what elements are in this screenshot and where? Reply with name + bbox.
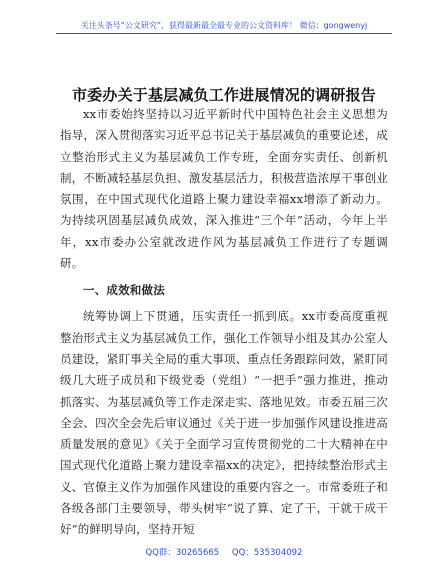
header-notice: 关注头条号“公文研究”，获得最新最全最专业的公文资料库！ 微信：gongwenyj <box>80 21 368 30</box>
section-paragraph: 统筹协调上下贯通，压实责任一抓到底。xx市委高度重视整治形式主义为基层减负工作，强化工作领导小组及其办公室人员建设，紧盯事关全局的重大事项、重点任务跟踪问效，紧盯同级几大班子成员和下级党委（党组）“一把手”强力推进，推动抓落实、为基层减负等工作走深走实、落地见效。市委五届三次全会、四次全会先后审议通过《关于进一步加强作风建设推进高质量发展的意见》《关于全面学习宣传贯彻党的二十大精神在中国式现代化道路上聚力建设幸福xx的决定》，把持续整治形式主义、官僚主义作为加强作风建设的重要内容之一。市常委班子和各级各部门主要领导，带头树牢“说了算、定了干，干就干成干好”的鲜明导向，坚持开短 <box>60 309 388 537</box>
document-body <box>60 104 388 541</box>
document-title: 市委办关于基层减负工作进展情况的调研报告 <box>71 86 376 105</box>
section-heading: 一、成效和做法 <box>83 283 165 298</box>
header-divider <box>56 33 392 34</box>
footer-contacts: QQ群：30265665 QQ：535304092 <box>145 548 303 558</box>
intro-paragraph: xx市委始终坚持以习近平新时代中国特色社会主义思想为指导，深入贯彻落实习近平总书记关于基层减负的重要论述，成立整治形式主义为基层减负工作专班，全面夯实责任、创新机制，不断减轻基层负担、激发基层活力，积极营造浓厚干事创业氛围，在中国式现代化道路上聚力建设幸福xx增添了新动力。为持续巩固基层减负成效，深入推进“三个年”活动，今年上半年，xx市委办公室就改进作风为基层减负工作进行了专题调研。 <box>60 107 388 271</box>
